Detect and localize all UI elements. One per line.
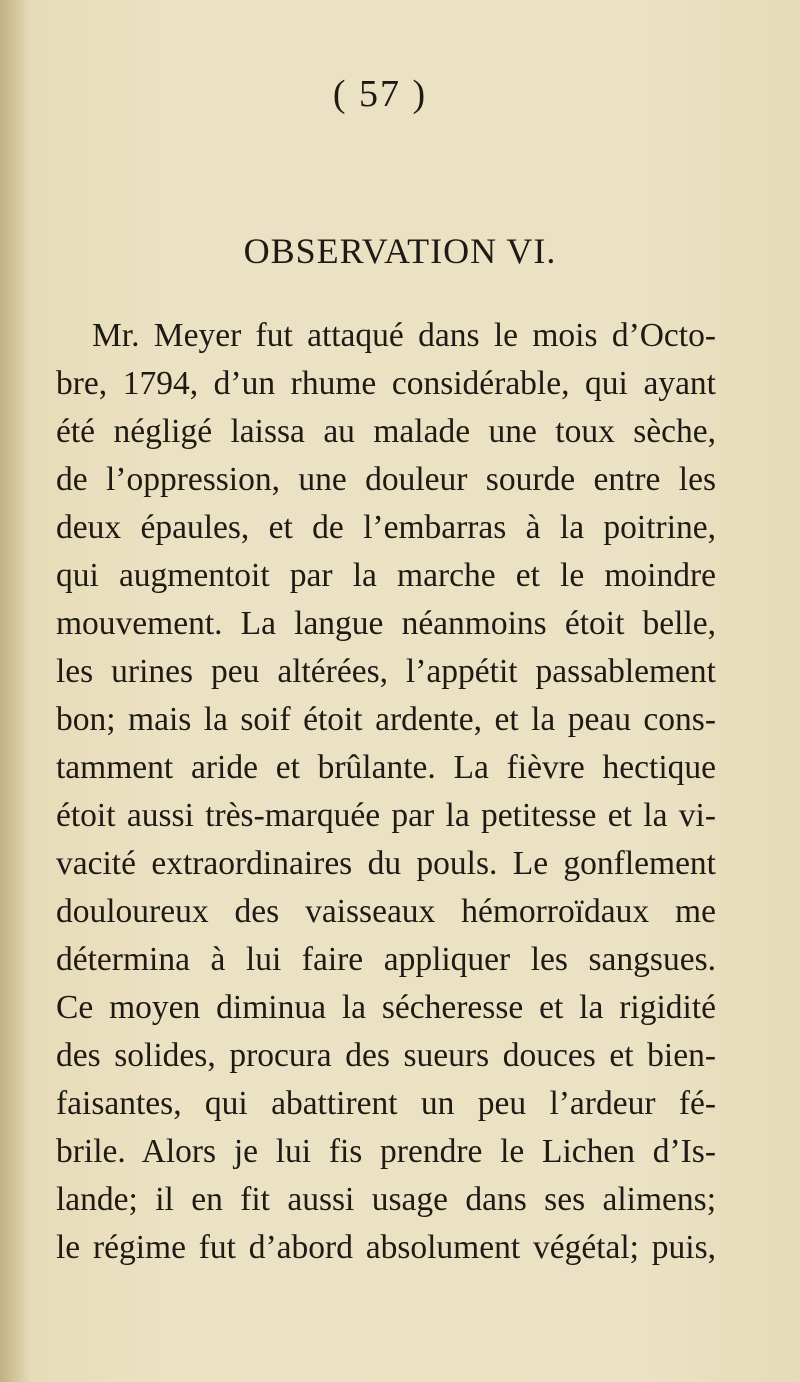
- body-text: [56, 312, 716, 1272]
- page-number: ( 57 ): [332, 73, 428, 115]
- text-line: des solides, procura des sueurs douces et bien-: [56, 1037, 716, 1074]
- text-line: les urines peu altérées, l’appétit passablement: [56, 653, 716, 690]
- text-line: bon; mais la soif étoit ardente, et la peau cons-: [56, 701, 716, 738]
- section-heading: OBSERVATION VI.: [243, 231, 557, 271]
- page-edge-shadow: [0, 0, 30, 1382]
- text-line: détermina à lui faire appliquer les sangsues.: [56, 941, 716, 978]
- text-line: étoit aussi très-marquée par la petitesse et la vi-: [56, 797, 716, 834]
- text-line: deux épaules, et de l’embarras à la poitrine,: [56, 509, 716, 546]
- text-line: tamment aride et brûlante. La fièvre hectique: [56, 749, 716, 786]
- text-line: le régime fut d’abord absolument végétal; puis,: [56, 1229, 716, 1266]
- text-line: lande; il en fit aussi usage dans ses alimens;: [56, 1181, 716, 1218]
- text-line: été négligé laissa au malade une toux sèche,: [56, 413, 716, 450]
- text-line: mouvement. La langue néanmoins étoit belle,: [56, 605, 716, 642]
- text-line: faisantes, qui abattirent un peu l’ardeur fé-: [56, 1085, 716, 1122]
- text-line: Ce moyen diminua la sécheresse et la rigidité: [56, 989, 716, 1026]
- text-line: vacité extraordinaires du pouls. Le gonflement: [56, 845, 716, 882]
- text-line: qui augmentoit par la marche et le moindre: [56, 557, 716, 594]
- text-line: bre, 1794, d’un rhume considérable, qui ayant: [56, 365, 716, 402]
- text-line: de l’oppression, une douleur sourde entre les: [56, 461, 716, 498]
- text-line: douloureux des vaisseaux hémorroïdaux me: [56, 893, 716, 930]
- text-line: Mr. Meyer fut attaqué dans le mois d’Octo-: [92, 317, 716, 354]
- text-line: brile. Alors je lui fis prendre le Lichen d’Is-: [56, 1133, 716, 1170]
